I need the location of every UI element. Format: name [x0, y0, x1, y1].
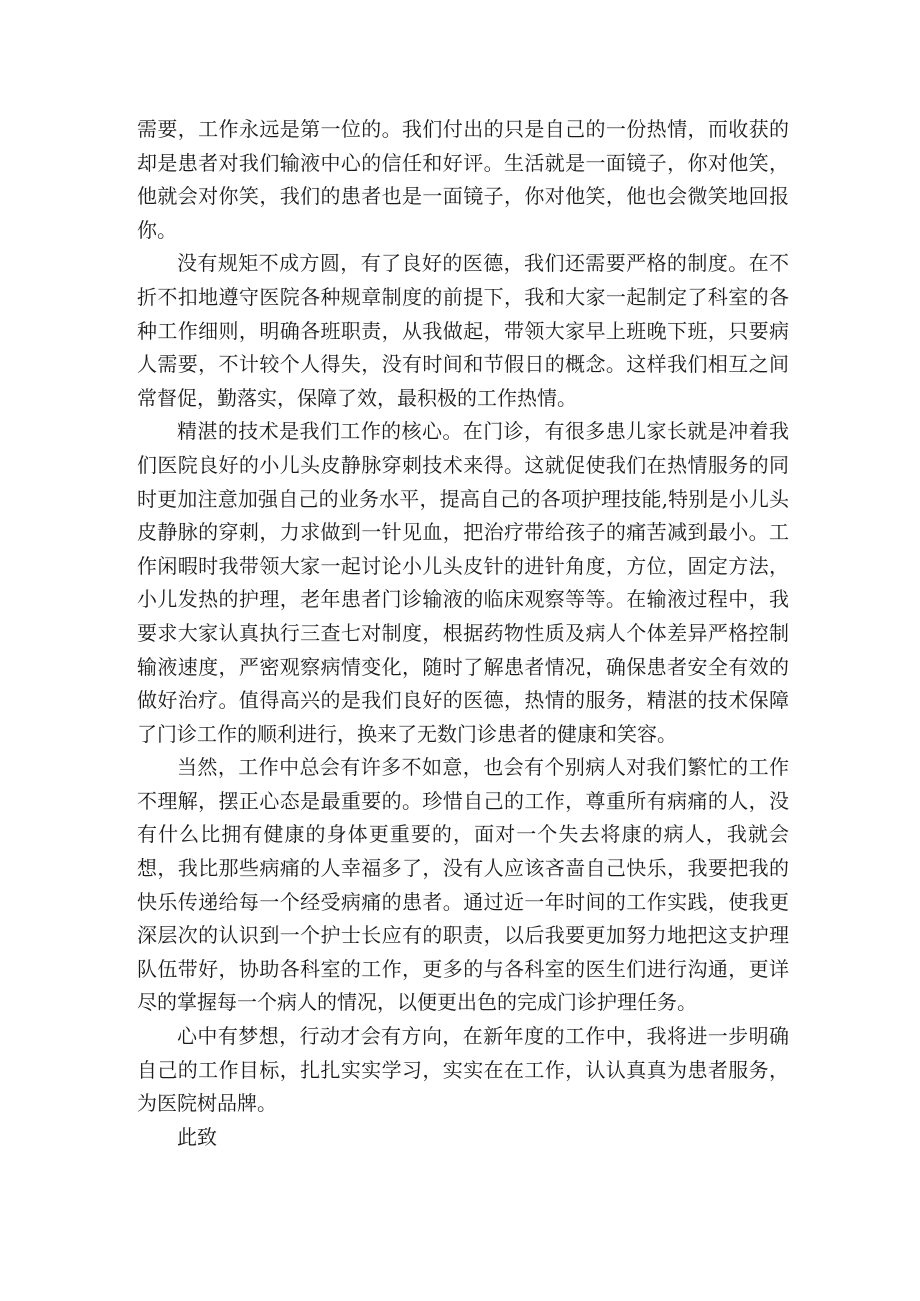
paragraph-3: 精湛的技术是我们工作的核心。在门诊，有很多患儿家长就是冲着我们医院良好的小儿头皮静脉穿刺技术来得。这就促使我们在热情服务的同时更加注意加强自己的业务水平，提高自己的各项护理技能,特别是小儿头皮静脉的穿刺，力求做到一针见血，把治疗带给孩子的痛苦减到最小。工作闲暇时我带领大家一起讨论小儿头皮针的进针角度，方位，固定方法，小儿发热的护理，老年患者门诊输液的临床观察等等。在输液过程中，我要求大家认真执行三查七对制度，根据药物性质及病人个体差异严格控制输液速度，严密观察病情变化，随时了解患者情况，确保患者安全有效的做好治疗。值得高兴的是我们良好的医德，热情的服务，精湛的技术保障了门诊工作的顺利进行，换来了无数门诊患者的健康和笑容。	[137, 419, 789, 746]
paragraph-4: 当然，工作中总会有许多不如意，也会有个别病人对我们繁忙的工作不理解，摆正心态是最重要的。珍惜自己的工作，尊重所有病痛的人，没有什么比拥有健康的身体更重要的，面对一个失去将康的病人，我就会想，我比那些病痛的人幸福多了，没有人应该吝啬自己快乐，我要把我的快乐传递给每一个经受病痛的患者。通过近一年时间的工作实践，使我更深层次的认识到一个护士长应有的职责，以后我要更加努力地把这支护理队伍带好，协助各科室的工作，更多的与各科室的医生们进行沟通，更详尽的掌握每一个病人的情况，以便更出色的完成门诊护理任务。	[137, 755, 789, 1015]
paragraph-5: 心中有梦想，行动才会有方向，在新年度的工作中，我将进一步明确自己的工作目标，扎扎实实学习，实实在在工作，认认真真为患者服务，为医院树品牌。	[137, 1024, 789, 1116]
closing-salutation: 此致	[177, 1124, 217, 1149]
paragraph-1: 需要，工作永远是第一位的。我们付出的只是自己的一份热情，而收获的却是患者对我们输液中心的信任和好评。生活就是一面镜子，你对他笑，他就会对你笑，我们的患者也是一面镜子，你对他笑，他也会微笑地回报你。	[137, 117, 789, 242]
document-body	[137, 113, 789, 1154]
paragraph-2: 没有规矩不成方圆，有了良好的医德，我们还需要严格的制度。在不折不扣地遵守医院各种规章制度的前提下，我和大家一起制定了科室的各种工作细则，明确各班职责，从我做起，带领大家早上班晚下班，只要病人需要，不计较个人得失，没有时间和节假日的概念。这样我们相互之间常督促，勤落实，保障了效，最积极的工作热情。	[137, 251, 789, 410]
